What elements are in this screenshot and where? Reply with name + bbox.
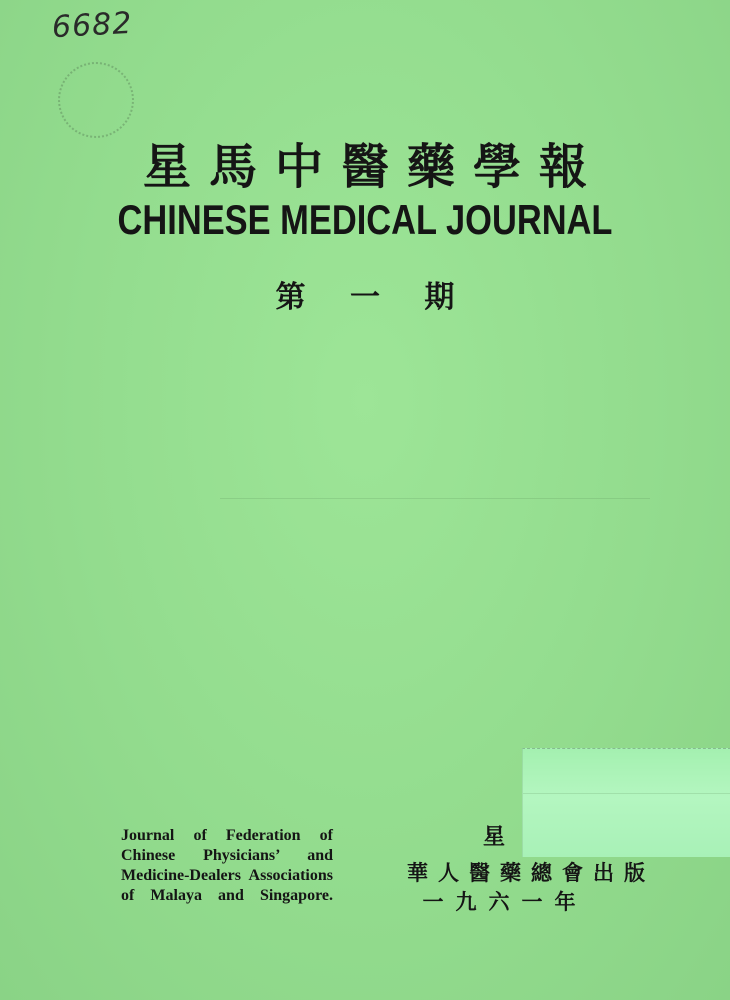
chinese-title: 星馬中醫藥學報 bbox=[142, 139, 605, 195]
library-label-patch bbox=[522, 748, 730, 857]
description-line: Journal of Federation of bbox=[121, 827, 333, 844]
handwritten-catalog-number: 6682 bbox=[51, 5, 134, 46]
english-title: CHINESE MEDICAL JOURNAL bbox=[117, 196, 613, 243]
publication-year: 一九六一年 bbox=[422, 890, 588, 914]
publisher-line: 華人醫藥總會出版 bbox=[407, 861, 655, 885]
paper-crease bbox=[220, 498, 650, 499]
description-line: of Malaya and Singapore. bbox=[121, 887, 333, 904]
publisher-line: 星 bbox=[482, 825, 505, 850]
issue-number: 第 一 期 bbox=[275, 280, 455, 315]
description-line: Chinese Physicians’ and bbox=[121, 847, 333, 864]
description-line: Medicine-Dealers Associations bbox=[121, 867, 333, 884]
faded-stamp bbox=[58, 62, 134, 138]
journal-description bbox=[121, 826, 333, 906]
